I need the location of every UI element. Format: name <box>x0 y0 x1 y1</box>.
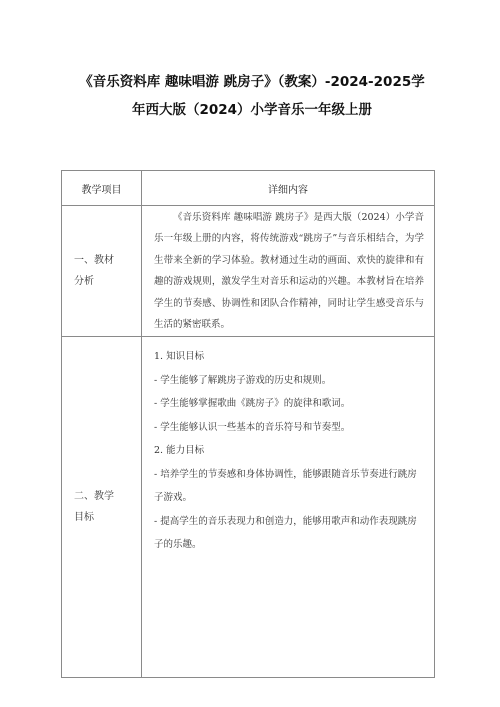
goal-heading-ability: 2. 能力目标 <box>154 445 205 456</box>
document-title <box>60 68 444 124</box>
item-teaching-goals <box>62 337 142 678</box>
item-label-line: 目标 <box>74 512 94 523</box>
table-header-row <box>62 171 435 206</box>
goal-list-item: - 提高学生的音乐表现力和创造力，能够用歌声和动作表现跳房子的乐趣。 <box>154 515 417 550</box>
goal-list-item: - 学生能够掌握歌曲《跳房子》的旋律和歌词。 <box>154 398 351 409</box>
teaching-goals-content <box>142 337 435 678</box>
material-analysis-paragraph: 《音乐资料库 趣味唱游 跳房子》是西大版（2024）小学音乐一年级上册的内容，将传统游戏“跳房子”与音乐相结合，为学生带来全新的学习体验。教材通过生动的画面、欢快的旋律和有趣的游戏规则，激发学生对音乐和运动的兴趣。本教材旨在培养学生的节奏感、协调性和团队合作精神，同时让学生感受音乐与生活的紧密联系。 <box>154 211 424 330</box>
goal-list-item: - 学生能够了解跳房子游戏的历史和规则。 <box>154 374 332 386</box>
table-row-teaching-goals <box>62 337 435 678</box>
item-label-line: 分析 <box>74 276 94 287</box>
material-analysis-content <box>142 206 435 337</box>
goal-list-item: - 学生能够认识一些基本的音乐符号和节奏型。 <box>154 421 351 433</box>
item-material-analysis <box>62 206 142 337</box>
header-detail-content: 详细内容 <box>142 171 435 206</box>
table-row-material-analysis <box>62 206 435 337</box>
goal-heading-knowledge: 1. 知识目标 <box>154 351 205 362</box>
document-title-line-2: 年西大版（2024）小学音乐一年级上册 <box>131 102 373 118</box>
document-title-line-1: 《音乐资料库 趣味唱游 跳房子》（教案）-2024-2025学 <box>79 74 425 90</box>
header-teaching-item: 教学项目 <box>62 171 142 206</box>
goal-list-item: - 培养学生的节奏感和身体协调性，能够跟随音乐节奏进行跳房子游戏。 <box>154 468 417 503</box>
item-label-line: 二、教学 <box>74 491 114 502</box>
lesson-plan-table <box>61 170 435 678</box>
item-label-line: 一、教材 <box>74 255 114 266</box>
